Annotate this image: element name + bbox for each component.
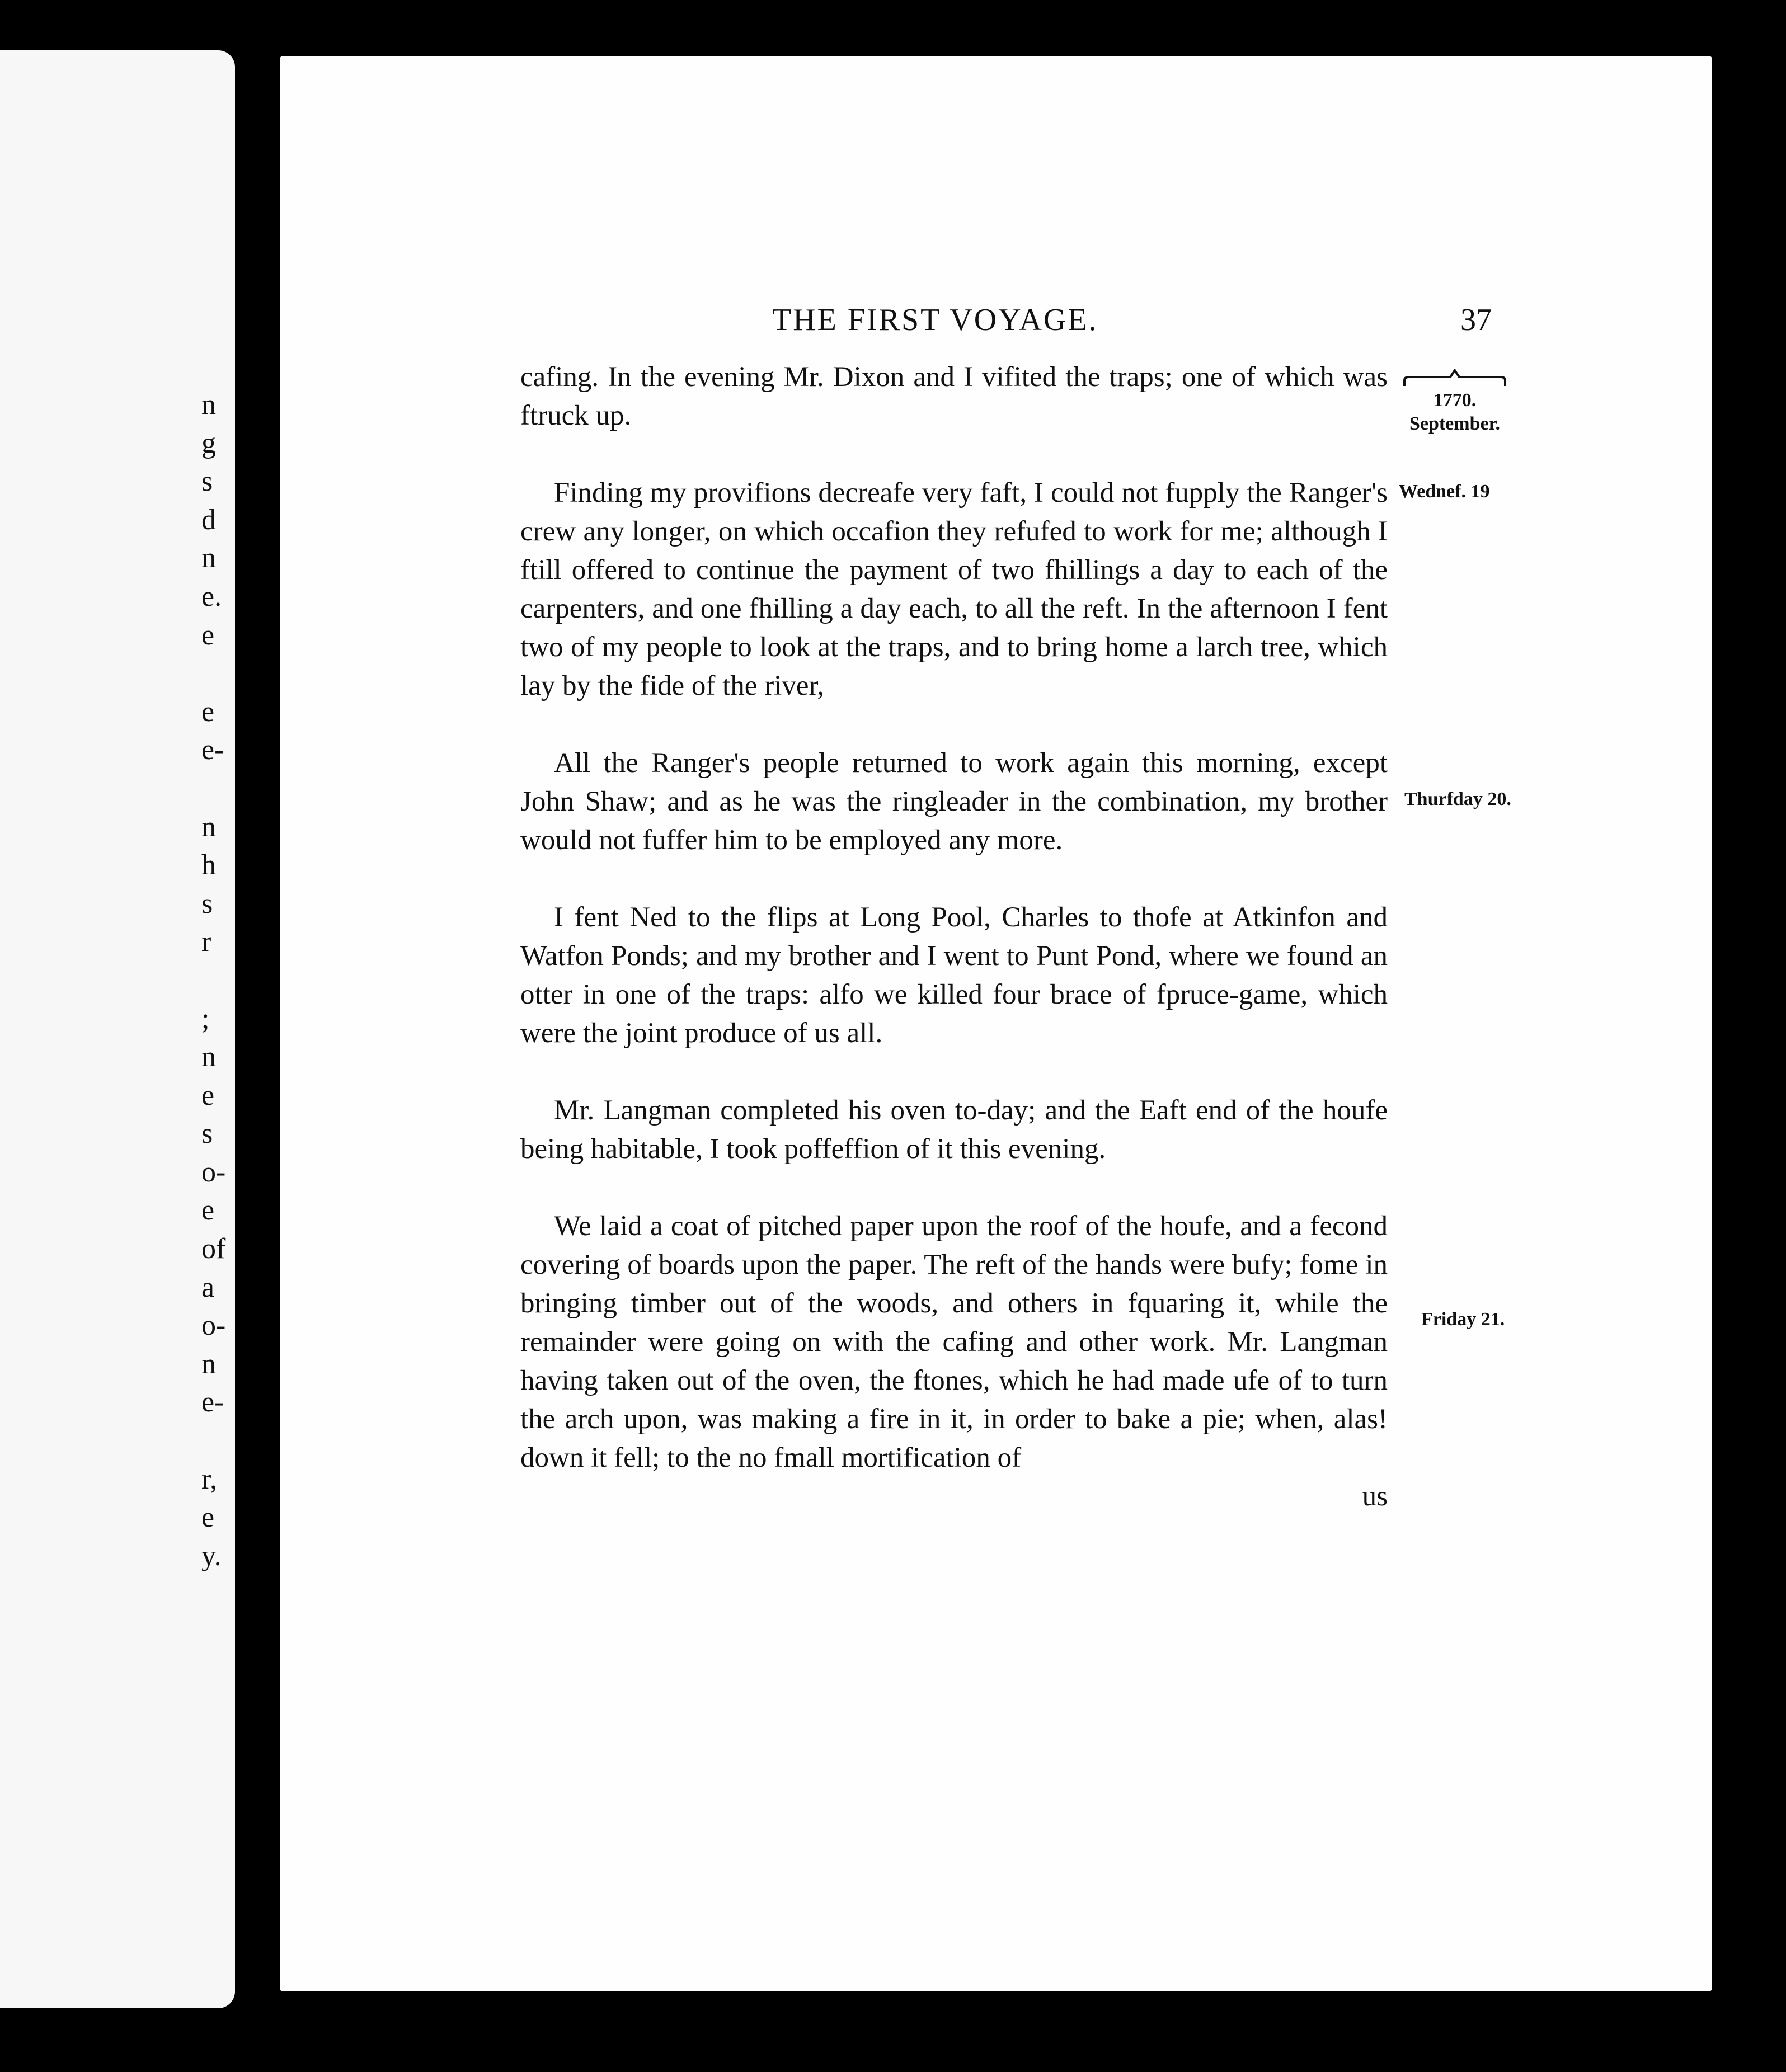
facing-page-edge-char: n: [201, 389, 216, 421]
facing-page-edge-char: y.: [201, 1539, 222, 1572]
margin-note-friday: Friday 21.: [1421, 1309, 1505, 1330]
facing-page-edge-char: o-: [201, 1310, 226, 1342]
margin-note-wednesday: Wednef. 19: [1399, 481, 1490, 502]
paragraph-5: Mr. Langman completed his oven to-day; and the Eaft end of the houfe being habitable, I took poffeffion of it this evening.: [520, 1095, 1388, 1165]
catchword: us: [1362, 1481, 1388, 1512]
facing-page-edge-char: of: [201, 1233, 226, 1265]
running-title: THE FIRST VOYAGE.: [772, 303, 1098, 337]
facing-page-edge-char: n: [201, 811, 216, 843]
facing-page-edge-char: h: [201, 849, 216, 882]
paragraph-2: Finding my provifions decreafe very faft, I could not fupply the Ranger's crew any longer, on which occafion they refufed to work for me; although I ftill offered to continue the payment of two fhillings a day to each of the carpenters, and one fhilling a day each, to all the reft. In the afternoon I fent two of my people to look at the traps, and to bring home a larch tree, which lay by the fide of the river,: [520, 477, 1388, 701]
page-header: [280, 302, 1712, 347]
date-bracket-icon: [1399, 369, 1511, 392]
facing-page-edge-char: [201, 1422, 229, 1461]
facing-page-edge-char: e: [201, 1501, 215, 1534]
facing-page-edge-char: ;: [201, 1002, 210, 1035]
paragraph-3: All the Ranger's people returned to work again this morning, except John Shaw; and as he was the ringleader in the combination, my brother would not fuffer him to be employed any more.: [520, 747, 1388, 856]
facing-page-edge-char: e-: [201, 1386, 224, 1419]
facing-page-edge-char: s: [201, 465, 213, 498]
facing-page-edge-char: d: [201, 503, 216, 536]
facing-page-edge-char: e: [201, 1194, 215, 1227]
facing-page-edge-char: n: [201, 1041, 216, 1073]
facing-page-edge-char: [201, 962, 229, 1000]
paragraph-4: I fent Ned to the flips at Long Pool, Charles to thofe at Atkinfon and Watfon Ponds; and my brother and I went to Punt Pond, where we found an otter in one of the traps: alfo we killed four brace of fpruce-game, which were the joint produce of us all.: [520, 902, 1388, 1049]
facing-page-edge-char: o-: [201, 1156, 226, 1188]
margin-date-block: [1399, 389, 1511, 436]
paragraph-6: We laid a coat of pitched paper upon the roof of the houfe, and a fecond covering of boards upon the paper. The reft of the hands were bufy; fome in bringing timber out of the woods, and others in fquaring it, while the remainder were going on with the cafing and other work. Mr. Langman having taken out of the oven, the ftones, which he had made ufe of to turn the arch upon, was making a fire in it, in order to bake a pie; when, alas! down it fell; to the no fmall mortification of: [520, 1211, 1388, 1473]
facing-page-edge-char: [201, 654, 229, 693]
facing-page-edge-text: [201, 386, 229, 1575]
facing-page-edge-char: e: [201, 1079, 215, 1112]
book-page: [280, 56, 1712, 1991]
facing-page-edge-char: e: [201, 619, 215, 651]
facing-page-edge-char: r,: [201, 1463, 218, 1495]
facing-page-edge-char: n: [201, 1348, 216, 1380]
body-text: [520, 358, 1388, 1516]
facing-page-edge-char: s: [201, 1118, 213, 1150]
facing-page-left: [0, 50, 235, 2008]
margin-month: September.: [1409, 413, 1501, 434]
facing-page-edge-char: a: [201, 1271, 215, 1303]
facing-page-edge-char: e: [201, 695, 215, 728]
facing-page-edge-char: r: [201, 926, 212, 958]
facing-page-edge-char: e-: [201, 734, 224, 766]
margin-year: 1770.: [1433, 390, 1477, 411]
facing-page-edge-char: n: [201, 542, 216, 574]
facing-page-edge-char: g: [201, 427, 216, 459]
facing-page-edge-char: [201, 770, 229, 808]
margin-note-thursday: Thurfday 20.: [1404, 789, 1511, 809]
facing-page-edge-char: s: [201, 887, 213, 920]
facing-page-edge-char: e.: [201, 580, 222, 613]
page-number: 37: [1460, 303, 1492, 337]
paragraph-1: cafing. In the evening Mr. Dixon and I vifited the traps; one of which was ftruck up.: [520, 361, 1388, 431]
